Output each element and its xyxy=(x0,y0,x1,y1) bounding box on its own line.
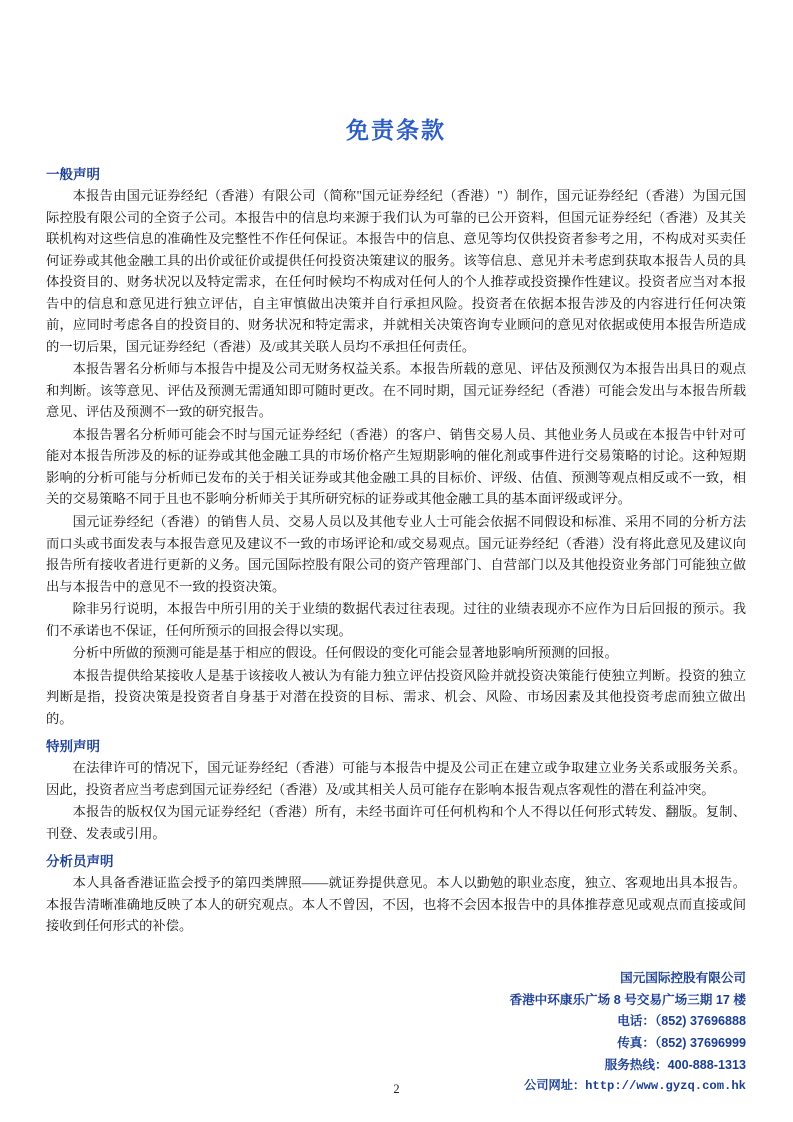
section-heading-general: 一般声明 xyxy=(46,167,100,182)
page-title: 免责条款 xyxy=(346,117,446,143)
document-body xyxy=(46,112,746,938)
paragraph: 本报告署名分析师可能会不时与国元证券经纪（香港）的客户、销售交易人员、其他业务人员或在本报告中针对可能对本报告所涉及的标的证券或其他金融工具的市场价格产生短期影响的催化剂或事件进行交易策略的讨论。这种短期影响的分析可能与分析师已发布的关于相关证券或其他金融工具的目标价、评级、估值、预测等观点相反或不一致，相关的交易策略不同于且也不影响分析师关于其所研究标的证券或其他金融工具的基本面评级或评分。 xyxy=(46,426,746,507)
paragraph: 国元证券经纪（香港）的销售人员、交易人员以及其他专业人士可能会依据不同假设和标准、采用不同的分析方法而口头或书面发表与本报告意见及建议不一致的市场评论和/或交易观点。国元证券经纪（香港）没有将此意见及建议向报告所有接收者进行更新的义务。国元国际控股有限公司的资产管理部门、自营部门以及其他投资业务部门可能独立做出与本报告中的意见不一致的投资决策。 xyxy=(46,513,746,594)
paragraph: 本报告提供给某接收人是基于该接收人被认为有能力独立评估投资风险并就投资决策能行使独立判断。投资的独立判断是指，投资决策是投资者自身基于对潜在投资的目标、需求、机会、风险、市场因素及其他投资考虑而独立做出的。 xyxy=(46,667,746,726)
footer-address: 香港中环康乐广场 8 号交易广场三期 17 楼 xyxy=(509,992,746,1007)
page-number: 2 xyxy=(393,1082,400,1096)
footer-contact-block xyxy=(326,968,746,1097)
paragraph: 本人具备香港证监会授予的第四类牌照——就证券提供意见。本人以勤勉的职业态度，独立、客观地出具本报告。本报告清晰准确地反映了本人的研究观点。本人不曾因，不因，也将不会因本报告中的具体推荐意见或观点而直接或间接收到任何形式的补偿。 xyxy=(46,875,746,934)
footer-website[interactable]: 公司网址：http://www.gyzq.com.hk xyxy=(524,1079,746,1094)
paragraph: 在法律许可的情况下，国元证券经纪（香港）可能与本报告中提及公司正在建立或争取建立业务关系或服务关系。因此，投资者应当考虑到国元证券经纪（香港）及/或其相关人员可能存在影响本报告观点客观性的潜在利益冲突。 xyxy=(46,760,746,797)
footer-fax: 传真：（852) 37696999 xyxy=(617,1035,746,1050)
paragraph: 除非另行说明，本报告中所引用的关于业绩的数据代表过往表现。过往的业绩表现亦不应作为日后回报的预示。我们不承诺也不保证，任何所预示的回报会得以实现。 xyxy=(46,601,746,638)
paragraph: 本报告的版权仅为国元证券经纪（香港）所有，未经书面许可任何机构和个人不得以任何形式转发、翻版。复制、刊登、发表或引用。 xyxy=(46,804,746,841)
section-heading-special: 特别声明 xyxy=(46,739,100,755)
paragraph: 本报告署名分析师与本报告中提及公司无财务权益关系。本报告所载的意见、评估及预测仅为本报告出具日的观点和判断。该等意见、评估及预测无需通知即可随时更改。在不同时期，国元证券经纪（香港）可能会发出与本报告所载意见、评估及预测不一致的研究报告。 xyxy=(46,361,746,420)
section-heading-analyst: 分析员声明 xyxy=(46,854,114,870)
footer-phone: 电话：（852) 37696888 xyxy=(617,1014,746,1029)
footer-hotline: 服务热线：400-888-1313 xyxy=(604,1057,746,1072)
paragraph: 分析中所做的预测可能是基于相应的假设。任何假设的变化可能会显著地影响所预测的回报。 xyxy=(72,645,618,661)
paragraph: 本报告由国元证券经纪（香港）有限公司（简称"国元证券经纪（香港）"）制作，国元证券经纪（香港）为国元国际控股有限公司的全资子公司。本报告中的信息均来源于我们认为可靠的已公开资料，但国元证券经纪（香港）及其关联机构对这些信息的准确性及完整性不作任何保证。本报告中的信息、意见等均仅供投资者参考之用，不构成对买卖任何证券或其他金融工具的出价或征价或提供任何投资决策建议的服务。该等信息、意见并未考虑到获取本报告人员的具体投资目的、财务状况以及特定需求，在任何时候均不构成对任何人的个人推荐或投资操作性建议。投资者应当对本报告中的信息和意见进行独立评估，自主审慎做出决策并自行承担风险。投资者在依据本报告涉及的内容进行任何决策前，应同时考虑各自的投资目的、财务状况和特定需求，并就相关决策咨询专业顾问的意见对依据或使用本报告所造成的一切后果，国元证券经纪（香港）及/或其关联人员均不承担任何责任。 xyxy=(46,188,746,354)
footer-company-name: 国元国际控股有限公司 xyxy=(620,971,746,985)
